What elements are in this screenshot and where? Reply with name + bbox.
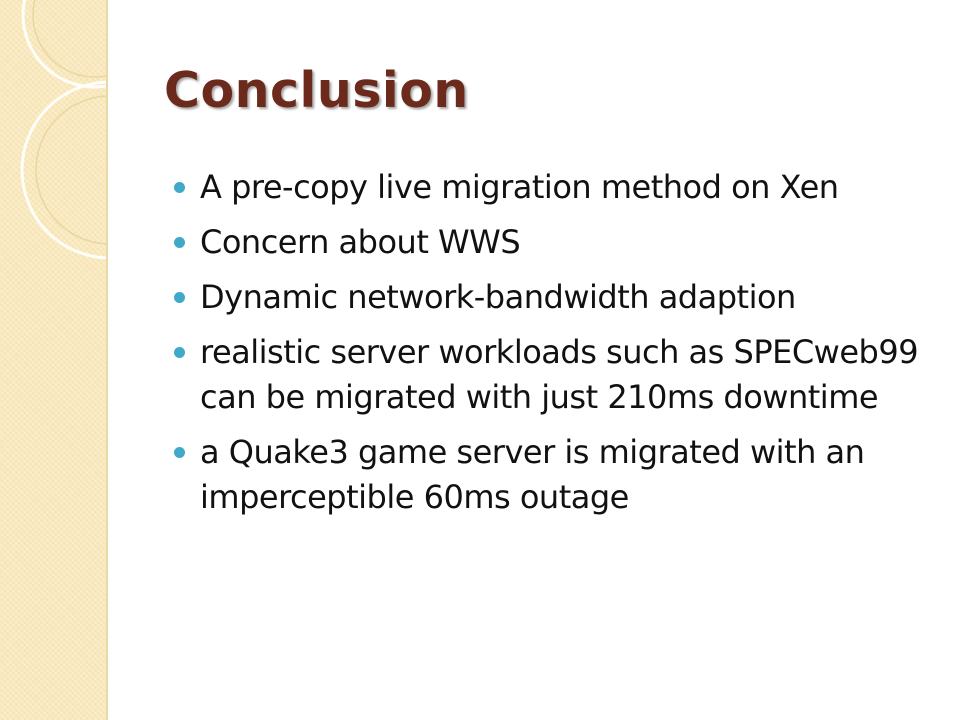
bullet-text: Dynamic network-bandwidth adaption <box>200 278 796 316</box>
slide-title: Conclusion <box>164 62 469 119</box>
bullet-item <box>172 330 942 420</box>
bullet-dot-icon <box>174 237 185 248</box>
bullet-dot-icon <box>174 447 185 458</box>
bullet-text: Concern about WWS <box>200 223 521 261</box>
decorative-circles <box>0 0 106 720</box>
decorative-side-band <box>0 0 108 720</box>
bullet-item <box>172 165 942 210</box>
bullet-item <box>172 430 942 520</box>
bullet-dot-icon <box>174 347 185 358</box>
bullet-text: realistic server workloads such as SPECweb99 can be migrated with just 210ms downtime <box>200 333 919 416</box>
bullet-list <box>172 165 942 530</box>
bullet-dot-icon <box>174 182 185 193</box>
bullet-text: A pre-copy live migration method on Xen <box>200 168 839 206</box>
bullet-dot-icon <box>174 292 185 303</box>
bullet-text: a Quake3 game server is migrated with an imperceptible 60ms outage <box>200 433 865 516</box>
bullet-item <box>172 220 942 265</box>
bullet-item <box>172 275 942 320</box>
